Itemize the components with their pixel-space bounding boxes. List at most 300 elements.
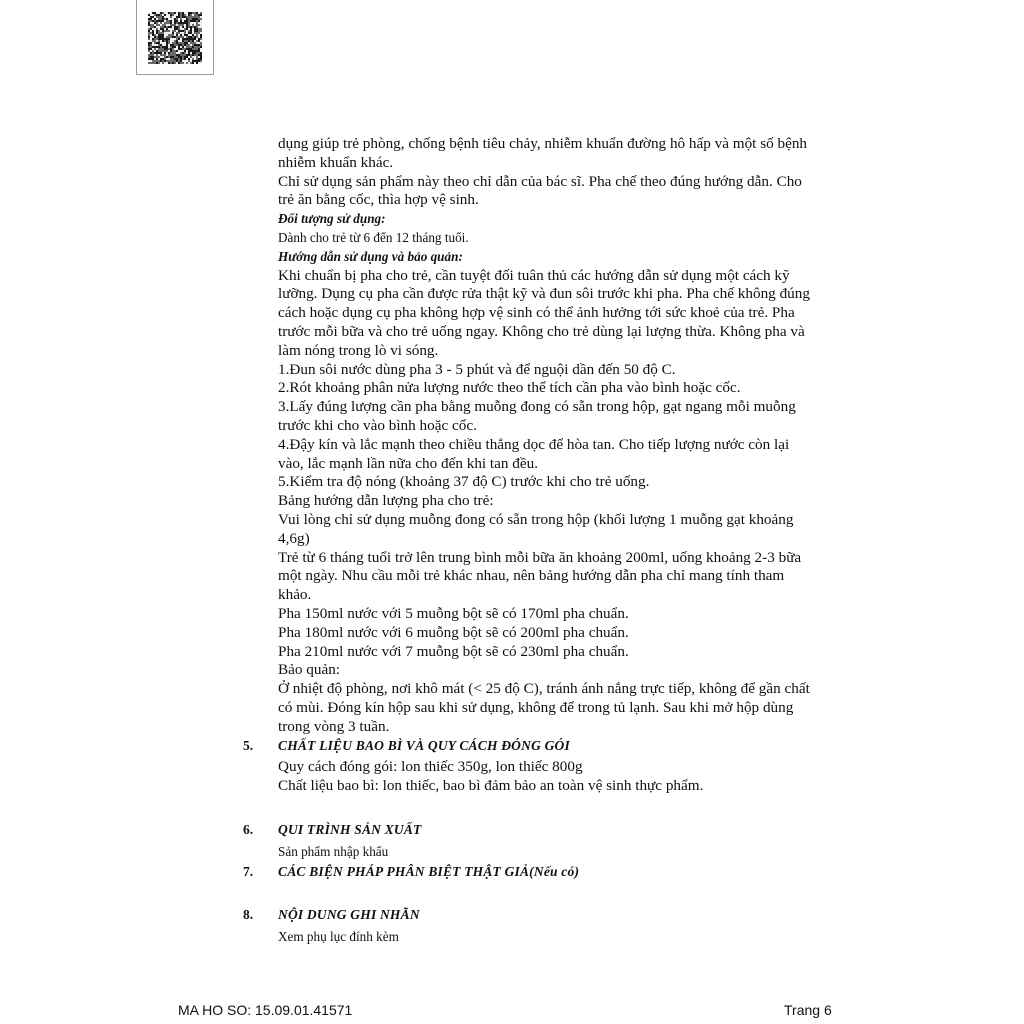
qr-code-module bbox=[188, 50, 190, 52]
body-line: Ở nhiệt độ phòng, nơi khô mát (< 25 độ C), tránh ánh nắng trực tiếp, không để gần chất bbox=[278, 680, 810, 698]
qr-code-module bbox=[152, 30, 154, 32]
qr-code-module bbox=[190, 38, 192, 40]
qr-code-module bbox=[182, 20, 184, 22]
qr-code-module bbox=[150, 48, 152, 50]
qr-code-module bbox=[166, 16, 168, 18]
section-8 bbox=[243, 906, 883, 947]
body-line: 4.Đậy kín và lắc mạnh theo chiều thẳng dọc để hòa tan. Cho tiếp lượng nước còn lại bbox=[278, 435, 790, 453]
qr-code-module bbox=[190, 60, 192, 62]
qr-code-module bbox=[196, 30, 198, 32]
qr-code-module bbox=[200, 20, 202, 22]
qr-code-module bbox=[152, 20, 154, 22]
qr-code-module bbox=[194, 30, 196, 32]
qr-code-module bbox=[164, 20, 166, 22]
qr-code-module bbox=[162, 30, 164, 32]
record-code: MA HO SO: 15.09.01.41571 bbox=[178, 1002, 353, 1018]
qr-code-module bbox=[192, 22, 194, 24]
qr-code-module bbox=[152, 48, 154, 50]
qr-code-module bbox=[188, 14, 190, 16]
qr-code-module bbox=[198, 62, 200, 64]
section-7 bbox=[243, 863, 883, 882]
qr-code-module bbox=[180, 56, 182, 58]
qr-code-module bbox=[198, 48, 200, 50]
qr-code-module bbox=[156, 26, 158, 28]
qr-code-module bbox=[150, 60, 152, 62]
qr-code-module bbox=[186, 60, 188, 62]
body-line: Chỉ sử dụng sản phẩm này theo chỉ dẫn của bác sĩ. Pha chế theo đúng hướng dẫn. Cho bbox=[278, 172, 802, 190]
qr-code-module bbox=[190, 20, 192, 22]
body-line: Pha 150ml nước với 5 muỗng bột sẽ có 170ml pha chuẩn. bbox=[278, 604, 629, 622]
qr-code-module bbox=[162, 20, 164, 22]
body-line: trẻ ăn bằng cốc, thìa hợp vệ sinh. bbox=[278, 191, 479, 209]
qr-code-module bbox=[166, 48, 168, 50]
qr-code-module bbox=[180, 44, 182, 46]
label-content-note: Xem phụ lục đính kèm bbox=[278, 928, 399, 944]
qr-code-module bbox=[164, 34, 166, 36]
qr-code-module bbox=[194, 20, 196, 22]
qr-code-module bbox=[198, 22, 200, 24]
qr-code-module bbox=[148, 16, 150, 18]
qr-code-module bbox=[156, 12, 158, 14]
qr-code-module bbox=[150, 42, 152, 44]
qr-code-module bbox=[148, 58, 150, 60]
qr-code-module bbox=[184, 16, 186, 18]
qr-code-module bbox=[184, 24, 186, 26]
qr-code-module bbox=[154, 36, 156, 38]
qr-code-module bbox=[170, 18, 172, 20]
qr-code-module bbox=[188, 62, 190, 64]
qr-code-module bbox=[164, 60, 166, 62]
qr-code-module bbox=[188, 58, 190, 60]
qr-code-module bbox=[152, 18, 154, 20]
qr-code-module bbox=[176, 30, 178, 32]
qr-code-module bbox=[156, 48, 158, 50]
subsection-label: Hướng dẫn sử dụng và bảo quản: bbox=[278, 248, 463, 264]
qr-code-module bbox=[180, 32, 182, 34]
qr-code-module bbox=[162, 14, 164, 16]
qr-code-module bbox=[174, 14, 176, 16]
qr-code-module bbox=[178, 22, 180, 24]
qr-code-module bbox=[156, 50, 158, 52]
qr-code-module bbox=[182, 60, 184, 62]
qr-code-module bbox=[198, 26, 200, 28]
qr-code-module bbox=[174, 58, 176, 60]
qr-code-module bbox=[170, 30, 172, 32]
body-line: lưỡng. Dụng cụ pha cần được rửa thật kỹ và đun sôi trước khi pha. Pha chế không đúng bbox=[278, 285, 810, 303]
qr-code-module bbox=[166, 40, 168, 42]
qr-code-module bbox=[198, 42, 200, 44]
qr-code-module bbox=[180, 40, 182, 42]
qr-code-module bbox=[152, 32, 154, 34]
qr-code-module bbox=[194, 36, 196, 38]
body-line: có mùi. Đóng kín hộp sau khi sử dụng, không để trong tủ lạnh. Sau khi mở hộp dùng bbox=[278, 698, 794, 716]
qr-code-module bbox=[154, 26, 156, 28]
qr-code-module bbox=[190, 36, 192, 38]
qr-code-module bbox=[150, 18, 152, 20]
qr-code-module bbox=[174, 20, 176, 22]
qr-code-module bbox=[194, 18, 196, 20]
qr-code-module bbox=[200, 36, 202, 38]
qr-code-module bbox=[180, 34, 182, 36]
qr-code-module bbox=[172, 44, 174, 46]
qr-code-module bbox=[198, 34, 200, 36]
section-number: 5. bbox=[243, 738, 254, 753]
qr-code-module bbox=[182, 28, 184, 30]
qr-code-module bbox=[190, 50, 192, 52]
qr-code-module bbox=[190, 28, 192, 30]
qr-code-module bbox=[156, 32, 158, 34]
qr-code-module bbox=[158, 36, 160, 38]
qr-code-module bbox=[194, 58, 196, 60]
body-line: 4,6g) bbox=[278, 529, 310, 547]
qr-code-module bbox=[166, 38, 168, 40]
qr-code-module bbox=[162, 40, 164, 42]
qr-code-module bbox=[168, 18, 170, 20]
qr-code-module bbox=[192, 32, 194, 34]
qr-code-module bbox=[184, 50, 186, 52]
qr-code-module bbox=[164, 32, 166, 34]
packaging-spec: Quy cách đóng gói: lon thiếc 350g, lon thiếc 800g bbox=[278, 757, 583, 775]
qr-code-module bbox=[182, 46, 184, 48]
qr-code-module bbox=[200, 26, 202, 28]
qr-code-module bbox=[174, 16, 176, 18]
qr-code-module bbox=[198, 50, 200, 52]
qr-code-module bbox=[174, 32, 176, 34]
qr-code-module bbox=[170, 42, 172, 44]
qr-code-module bbox=[186, 38, 188, 40]
section-5 bbox=[243, 737, 883, 795]
qr-code-module bbox=[162, 52, 164, 54]
qr-code-module bbox=[198, 14, 200, 16]
qr-code-module bbox=[160, 12, 162, 14]
qr-code-module bbox=[168, 58, 170, 60]
qr-code-module bbox=[164, 12, 166, 14]
qr-code-module bbox=[168, 24, 170, 26]
qr-code-module bbox=[158, 22, 160, 24]
qr-code-module bbox=[194, 62, 196, 64]
qr-code-module bbox=[184, 62, 186, 64]
qr-code-module bbox=[200, 54, 202, 56]
qr-code-module bbox=[184, 38, 186, 40]
qr-code-module bbox=[186, 32, 188, 34]
qr-code-module bbox=[154, 50, 156, 52]
body-line: 2.Rót khoảng phân nửa lượng nước theo thể tích cần pha vào bình hoặc cốc. bbox=[278, 379, 741, 397]
qr-code-module bbox=[148, 42, 150, 44]
qr-code-module bbox=[198, 38, 200, 40]
qr-code-module bbox=[194, 38, 196, 40]
qr-code-module bbox=[158, 54, 160, 56]
qr-code-module bbox=[172, 18, 174, 20]
qr-code-module bbox=[166, 54, 168, 56]
qr-code-module bbox=[178, 18, 180, 20]
qr-code-module bbox=[200, 46, 202, 48]
qr-code-module bbox=[192, 14, 194, 16]
qr-code-module bbox=[160, 52, 162, 54]
qr-code-module bbox=[154, 28, 156, 30]
qr-code-module bbox=[194, 26, 196, 28]
qr-code-module bbox=[196, 44, 198, 46]
qr-code-module bbox=[156, 20, 158, 22]
qr-code-module bbox=[172, 40, 174, 42]
qr-code-module bbox=[158, 58, 160, 60]
qr-code-module bbox=[164, 44, 166, 46]
qr-code-module bbox=[182, 40, 184, 42]
qr-code-module bbox=[156, 34, 158, 36]
qr-code-module bbox=[152, 22, 154, 24]
qr-code-module bbox=[164, 26, 166, 28]
qr-code-module bbox=[166, 12, 168, 14]
qr-code-module bbox=[196, 50, 198, 52]
qr-code-module bbox=[174, 36, 176, 38]
qr-code-module bbox=[198, 36, 200, 38]
qr-code-module bbox=[186, 54, 188, 56]
qr-code-module bbox=[154, 22, 156, 24]
qr-code-module bbox=[162, 16, 164, 18]
qr-code-module bbox=[196, 60, 198, 62]
qr-code-module bbox=[188, 40, 190, 42]
qr-code-module bbox=[170, 28, 172, 30]
qr-code-module bbox=[186, 34, 188, 36]
qr-code-module bbox=[184, 20, 186, 22]
section-number: 8. bbox=[243, 907, 254, 922]
section-heading: CHẤT LIỆU BAO BÌ VÀ QUY CÁCH ĐÓNG GÓI bbox=[278, 738, 570, 753]
qr-code-module bbox=[178, 16, 180, 18]
qr-code-module bbox=[162, 46, 164, 48]
qr-code-module bbox=[148, 30, 150, 32]
qr-code-module bbox=[166, 56, 168, 58]
qr-code-module bbox=[186, 58, 188, 60]
qr-code-module bbox=[168, 12, 170, 14]
qr-code-module bbox=[150, 36, 152, 38]
qr-code-module bbox=[152, 28, 154, 30]
qr-code-module bbox=[200, 56, 202, 58]
body-line: khảo. bbox=[278, 586, 312, 604]
subsection-label: Đối tượng sử dụng: bbox=[278, 211, 386, 227]
qr-code-module bbox=[182, 18, 184, 20]
qr-code-module bbox=[198, 60, 200, 62]
qr-code-module bbox=[182, 16, 184, 18]
qr-code-module bbox=[150, 30, 152, 32]
qr-code-module bbox=[164, 28, 166, 30]
qr-code-module bbox=[158, 14, 160, 16]
qr-code-module bbox=[164, 38, 166, 40]
qr-code-module bbox=[172, 36, 174, 38]
qr-code-module bbox=[156, 62, 158, 64]
section-heading: NỘI DUNG GHI NHÃN bbox=[278, 907, 420, 922]
qr-code-module bbox=[190, 52, 192, 54]
body-line: Trẻ từ 6 tháng tuổi trở lên trung bình mỗi bữa ăn khoảng 200ml, uống khoảng 2-3 bữa bbox=[278, 548, 802, 566]
qr-code-module bbox=[188, 36, 190, 38]
qr-code-module bbox=[188, 52, 190, 54]
body-line: một ngày. Nhu cầu mỗi trẻ khác nhau, nên bảng hướng dẫn pha chỉ mang tính tham bbox=[278, 567, 785, 585]
qr-code-module bbox=[174, 34, 176, 36]
qr-code-module bbox=[152, 56, 154, 58]
body-line: cách hoặc dụng cụ pha không hợp vệ sinh có thể ảnh hưởng tới sức khoẻ của trẻ. Pha bbox=[278, 304, 795, 322]
qr-code-module bbox=[174, 38, 176, 40]
qr-code-module bbox=[184, 18, 186, 20]
qr-code-module bbox=[178, 62, 180, 64]
qr-code-module bbox=[160, 24, 162, 26]
qr-code-module bbox=[168, 52, 170, 54]
qr-code-module bbox=[182, 50, 184, 52]
qr-code-module bbox=[168, 28, 170, 30]
qr-code-module bbox=[192, 34, 194, 36]
qr-code-module bbox=[174, 48, 176, 50]
body-line: Bảo quản: bbox=[278, 661, 341, 679]
qr-code-module bbox=[176, 16, 178, 18]
qr-code-module bbox=[168, 44, 170, 46]
qr-code-module bbox=[158, 28, 160, 30]
qr-code-module bbox=[160, 62, 162, 64]
qr-code-module bbox=[170, 56, 172, 58]
qr-code-module bbox=[176, 12, 178, 14]
qr-code-module bbox=[152, 12, 154, 14]
qr-code-module bbox=[200, 14, 202, 16]
qr-code-module bbox=[166, 14, 168, 16]
qr-code-module bbox=[190, 58, 192, 60]
qr-code-module bbox=[180, 58, 182, 60]
qr-code-module bbox=[200, 40, 202, 42]
qr-code-module bbox=[178, 14, 180, 16]
qr-code-module bbox=[188, 28, 190, 30]
qr-code-module bbox=[164, 52, 166, 54]
qr-code-module bbox=[170, 20, 172, 22]
qr-code-module bbox=[178, 34, 180, 36]
qr-code-module bbox=[172, 28, 174, 30]
qr-code-module bbox=[182, 38, 184, 40]
body-line: làm nóng trong lò vi sóng. bbox=[278, 341, 439, 359]
qr-code-module bbox=[186, 28, 188, 30]
qr-code-module bbox=[192, 20, 194, 22]
qr-code-module bbox=[162, 58, 164, 60]
qr-code-module bbox=[176, 20, 178, 22]
qr-code-module bbox=[152, 34, 154, 36]
production-process: Sản phẩm nhập khẩu bbox=[278, 843, 389, 859]
qr-code-module bbox=[166, 18, 168, 20]
body-line: Khi chuẩn bị pha cho trẻ, cần tuyệt đối tuân thủ các hướng dẫn sử dụng một cách kỹ bbox=[278, 266, 790, 284]
qr-code-module bbox=[152, 14, 154, 16]
qr-code-module bbox=[172, 16, 174, 18]
body-line: trước mỗi bữa và cho trẻ uống ngay. Không cho trẻ dùng lại lượng thừa. Không pha và bbox=[278, 322, 805, 340]
body-line: Bảng hướng dẫn lượng pha cho trẻ: bbox=[278, 492, 494, 510]
qr-code-module bbox=[192, 46, 194, 48]
qr-code-module bbox=[162, 38, 164, 40]
qr-code-module bbox=[172, 20, 174, 22]
qr-code-module bbox=[186, 14, 188, 16]
qr-code-module bbox=[162, 56, 164, 58]
section-6 bbox=[243, 821, 883, 862]
qr-code-module bbox=[188, 56, 190, 58]
qr-code-module bbox=[174, 18, 176, 20]
qr-code-module bbox=[200, 22, 202, 24]
qr-code-module bbox=[194, 50, 196, 52]
qr-code-module bbox=[178, 38, 180, 40]
qr-code-module bbox=[182, 32, 184, 34]
qr-code-module bbox=[154, 30, 156, 32]
body-line: 5.Kiểm tra độ nóng (khoảng 37 độ C) trước khi cho trẻ uống. bbox=[278, 473, 650, 491]
document-body-text bbox=[278, 135, 878, 737]
qr-code-module bbox=[148, 18, 150, 20]
qr-code-module bbox=[182, 30, 184, 32]
qr-code-module bbox=[200, 62, 202, 64]
qr-code-module bbox=[200, 16, 202, 18]
qr-code-module bbox=[152, 16, 154, 18]
qr-code-module bbox=[188, 32, 190, 34]
qr-code-module bbox=[186, 42, 188, 44]
qr-code-module bbox=[194, 56, 196, 58]
qr-code-module bbox=[176, 34, 178, 36]
qr-code-module bbox=[190, 48, 192, 50]
qr-code-module bbox=[172, 38, 174, 40]
qr-code-module bbox=[194, 34, 196, 36]
qr-code-module bbox=[182, 52, 184, 54]
qr-code-module bbox=[154, 46, 156, 48]
body-line: vào, lắc mạnh lần nữa cho đến khi tan đều. bbox=[278, 454, 539, 472]
qr-code-module bbox=[160, 42, 162, 44]
section-heading: QUI TRÌNH SẢN XUẤT bbox=[278, 822, 422, 837]
qr-code-module bbox=[162, 28, 164, 30]
qr-code-module bbox=[198, 40, 200, 42]
packaging-material: Chất liệu bao bì: lon thiếc, bao bì đảm bảo an toàn vệ sinh thực phẩm. bbox=[278, 776, 704, 794]
qr-code-module bbox=[174, 46, 176, 48]
qr-code-module bbox=[160, 40, 162, 42]
body-line: Dành cho trẻ từ 6 đến 12 tháng tuổi. bbox=[278, 229, 469, 245]
qr-code-module bbox=[150, 34, 152, 36]
qr-code-module bbox=[148, 26, 150, 28]
qr-code-module bbox=[166, 58, 168, 60]
qr-code-module bbox=[194, 44, 196, 46]
qr-code-module bbox=[178, 54, 180, 56]
qr-code-module bbox=[182, 22, 184, 24]
qr-code-module bbox=[152, 44, 154, 46]
qr-code-module bbox=[158, 12, 160, 14]
qr-code-module bbox=[172, 26, 174, 28]
qr-code-module bbox=[158, 52, 160, 54]
qr-code-module bbox=[150, 22, 152, 24]
qr-code-module bbox=[170, 26, 172, 28]
qr-code-module bbox=[178, 48, 180, 50]
qr-code-module bbox=[196, 62, 198, 64]
qr-code-module bbox=[168, 38, 170, 40]
qr-code-module bbox=[174, 26, 176, 28]
qr-code-module bbox=[170, 40, 172, 42]
qr-code-module bbox=[176, 26, 178, 28]
qr-code-module bbox=[182, 14, 184, 16]
qr-code-module bbox=[148, 14, 150, 16]
qr-code-module bbox=[196, 12, 198, 14]
qr-code-module bbox=[178, 30, 180, 32]
qr-code-module bbox=[196, 42, 198, 44]
qr-code-module bbox=[154, 52, 156, 54]
qr-code-module bbox=[180, 22, 182, 24]
qr-code-module bbox=[160, 58, 162, 60]
qr-code-module bbox=[180, 30, 182, 32]
qr-code-module bbox=[160, 38, 162, 40]
qr-code-module bbox=[152, 46, 154, 48]
qr-code-module bbox=[188, 48, 190, 50]
qr-code-module bbox=[156, 44, 158, 46]
qr-code-module bbox=[166, 34, 168, 36]
qr-code-module bbox=[192, 52, 194, 54]
qr-code-module bbox=[174, 12, 176, 14]
qr-code-module bbox=[186, 18, 188, 20]
qr-code-module bbox=[156, 18, 158, 20]
qr-code-module bbox=[156, 30, 158, 32]
qr-code-module bbox=[148, 12, 150, 14]
qr-code-module bbox=[160, 28, 162, 30]
qr-code-module bbox=[186, 56, 188, 58]
qr-code-module bbox=[170, 38, 172, 40]
